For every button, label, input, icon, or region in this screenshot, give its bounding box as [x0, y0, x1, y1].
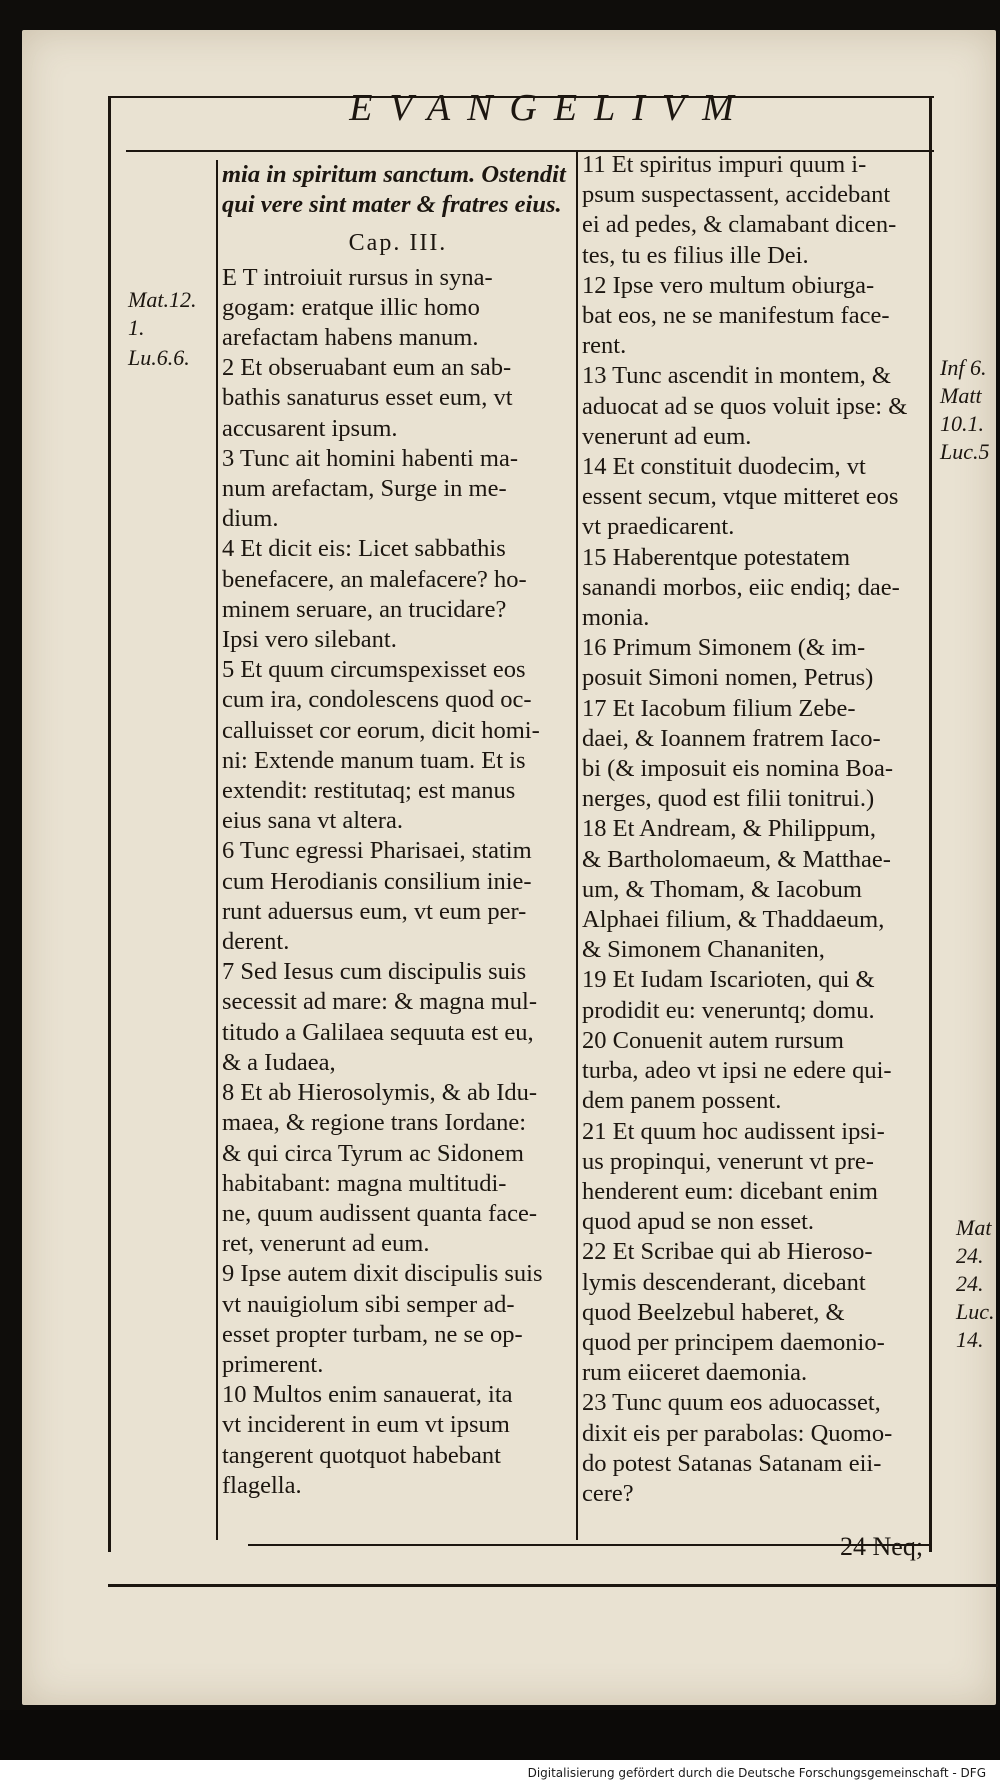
text-line: num arefactam, Surge in me- [222, 475, 507, 503]
text-line: & qui circa Tyrum ac Sidonem [222, 1139, 524, 1167]
text-line: cum ira, condolescens quod oc- [222, 686, 532, 714]
text-line: dem panem possent. [582, 1087, 782, 1115]
margin-ref-right-top: Inf 6. Matt 10.1. Luc.5 [940, 355, 990, 464]
text-line: 22 Et Scribae qui ab Hieroso- [582, 1238, 873, 1266]
text-line: 8 Et ab Hierosolymis, & ab Idu- [222, 1079, 538, 1107]
text-line: 13 Tunc ascendit in montem, & [582, 362, 891, 390]
margin-ref-right-bottom: Mat 24. 24. Luc. 14. [956, 1215, 995, 1352]
text-line: lymis descenderant, dicebant [582, 1268, 866, 1296]
text-line: rent. [582, 332, 627, 360]
text-line: 18 Et Andream, & Philippum, [582, 815, 876, 843]
text-line: prodidit eu: veneruntq; domu. [582, 996, 875, 1024]
text-line: & Simonem Chananiten, [582, 936, 825, 964]
chapter-heading: Cap. III. [348, 230, 448, 257]
text-line: & Bartholomaeum, & Matthae- [582, 845, 891, 873]
text-line: vt praedicarent. [582, 513, 735, 541]
text-line: dixit eis per parabolas: Quomo- [582, 1419, 893, 1447]
text-line: 4 Et dicit eis: Licet sabbathis [222, 535, 506, 563]
text-line: bathis sanaturus esset eum, vt [222, 384, 513, 412]
running-head: EVANGELIVM [349, 87, 751, 129]
text-line: 2 Et obseruabant eum an sab- [222, 354, 512, 382]
text-line: 9 Ipse autem dixit discipulis suis [222, 1260, 543, 1288]
text-line: aduocat ad se quos voluit ipse: & [582, 392, 908, 420]
text-line: daei, & Ioannem fratrem Iaco- [582, 724, 881, 752]
text-line: ne, quum audissent quanta face- [222, 1199, 537, 1227]
text-line: secessit ad mare: & magna mul- [222, 988, 537, 1016]
text-line: sanandi morbos, eiic endiq; dae- [582, 573, 900, 601]
text-line: tangerent quotquot habebant [222, 1441, 501, 1469]
text-line: eius sana vt altera. [222, 807, 403, 835]
text-line: minem seruare, an trucidare? [222, 595, 507, 623]
text-line: quod Beelzebul haberet, & [582, 1298, 845, 1326]
text-line: psum suspectassent, accidebant [582, 181, 891, 209]
text-line: 5 Et quum circumspexisset eos [222, 656, 526, 684]
text-line: dium. [222, 505, 279, 533]
text-line: venerunt ad eum. [582, 422, 752, 450]
text-line: arefactam habens manum. [222, 324, 479, 352]
text-line: quod per principem daemonio- [582, 1328, 885, 1356]
text-line: 19 Et Iudam Iscarioten, qui & [582, 966, 875, 994]
text-line: extendit: restitutaq; est manus [222, 777, 516, 805]
text-line: 23 Tunc quum eos aduocasset, [582, 1389, 881, 1417]
text-line: essent secum, vtque mitteret eos [582, 483, 899, 511]
catchword: 24 Neq; [840, 1532, 924, 1561]
text-line: bat eos, ne se manifestum face- [582, 302, 890, 330]
text-line: 12 Ipse vero multum obiurga- [582, 271, 875, 299]
text-line: 20 Conuenit autem rursum [582, 1026, 844, 1054]
text-line: turba, adeo vt ipsi ne edere qui- [582, 1057, 892, 1085]
text-line: benefacere, an malefacere? ho- [222, 565, 527, 593]
left-column-rule [216, 160, 218, 1540]
text-line: ei ad pedes, & clamabant dicen- [582, 211, 897, 239]
text-line: habitabant: magna multitudi- [222, 1169, 507, 1197]
text-line: vt inciderent in eum vt ipsum [222, 1411, 510, 1439]
text-line: 16 Primum Simonem (& im- [582, 634, 866, 662]
text-line: ret, venerunt ad eum. [222, 1230, 430, 1258]
text-line: mia in spiritum sanctum. Ostendit [222, 161, 566, 188]
text-line: Alphaei filium, & Thaddaeum, [582, 906, 885, 934]
text-line: gogam: eratque illic homo [222, 293, 480, 321]
text-line: runt aduersus eum, vt eum per- [222, 897, 527, 925]
left-text-column [222, 160, 574, 1501]
text-line: flagella. [222, 1471, 302, 1499]
text-line: titudo a Galilaea sequuta est eu, [222, 1018, 534, 1046]
text-line: henderent eum: dicebant enim [582, 1177, 878, 1205]
text-line: tes, tu es filius ille Dei. [582, 241, 809, 269]
text-line: monia. [582, 604, 650, 632]
text-line: us propinqui, venerunt vt pre- [582, 1147, 874, 1175]
text-line: qui vere sint mater & fratres eius. [222, 191, 562, 219]
text-line: ni: Extende manum tuam. Et is [222, 746, 526, 774]
text-line: 3 Tunc ait homini habenti ma- [222, 444, 519, 472]
text-line: 17 Et Iacobum filium Zebe- [582, 694, 856, 722]
text-line: 7 Sed Iesus cum discipulis suis [222, 958, 527, 986]
text-line: bi (& imposuit eis nomina Boa- [582, 755, 893, 783]
text-line: esset propter turbam, ne se op- [222, 1320, 523, 1348]
text-line: & a Iudaea, [222, 1048, 336, 1076]
text-line: cere? [582, 1479, 634, 1507]
text-line: Ipsi vero silebant. [222, 626, 397, 654]
text-line: calluisset cor eorum, dicit homi- [222, 716, 540, 744]
page-bottom-rule [108, 1584, 998, 1587]
column-divider-rule [576, 150, 578, 1540]
text-line: 10 Multos enim sanauerat, ita [222, 1381, 513, 1409]
text-line: um, & Thomam, & Iacobum [582, 875, 862, 903]
frame-left-rule [108, 96, 111, 1552]
text-line: maea, & regione trans Iordane: [222, 1109, 527, 1137]
scan-background [0, 1710, 1000, 1760]
text-line: 15 Haberentque potestatem [582, 543, 851, 571]
digitization-credit: Digitalisierung gefördert durch die Deutsche Forschungsgemeinschaft - DFG [522, 1764, 992, 1782]
text-line: accusarent ipsum. [222, 414, 398, 442]
text-line: posuit Simoni nomen, Petrus) [582, 664, 874, 692]
text-line: do potest Satanas Satanam eii- [582, 1449, 882, 1477]
margin-ref-left: Mat.12. 1. Lu.6.6. [128, 287, 197, 370]
right-text-column [582, 150, 934, 1509]
text-line: 11 Et spiritus impuri quum i- [582, 151, 867, 178]
text-line: 14 Et constituit duodecim, vt [582, 453, 866, 481]
text-line: quod apud se non esset. [582, 1208, 815, 1236]
text-line: primerent. [222, 1350, 324, 1378]
text-line: nerges, quod est filii tonitrui.) [582, 785, 875, 813]
text-line: 6 Tunc egressi Pharisaei, statim [222, 837, 532, 865]
text-line: vt nauigiolum sibi semper ad- [222, 1290, 515, 1318]
text-bottom-rule [248, 1544, 932, 1546]
text-line: cum Herodianis consilium inie- [222, 867, 532, 895]
text-line: 21 Et quum hoc audissent ipsi- [582, 1117, 885, 1145]
text-line: derent. [222, 928, 290, 956]
text-line: E T introiuit rursus in syna- [222, 263, 493, 291]
text-line: rum eiiceret daemonia. [582, 1359, 808, 1387]
